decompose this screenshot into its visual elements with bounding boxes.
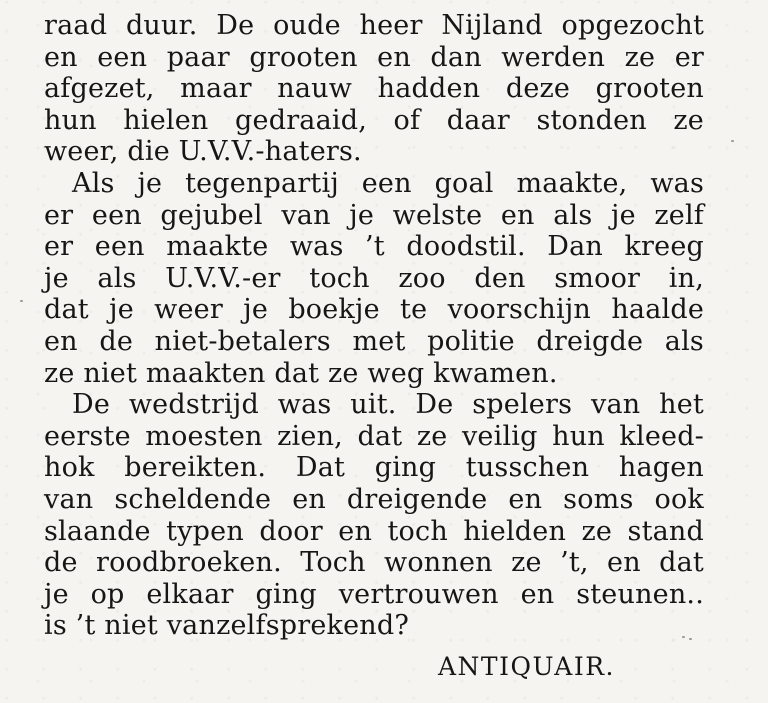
text-line: eerste moesten zien, dat ze veilig hun kleed- — [44, 420, 704, 452]
text-line: er een gejubel van je welste en als je zelf — [44, 199, 704, 231]
paragraph-1 — [44, 10, 704, 168]
text-line: ze niet maakten dat ze weg kwamen. — [44, 357, 558, 389]
text-line: Als je tegenpartij een goal maakte, was — [72, 167, 704, 199]
print-speck — [689, 638, 692, 640]
text-line: en de niet-betalers met politie dreigde als — [44, 325, 704, 357]
text-line: slaande typen door en toch hielden ze stand — [44, 515, 704, 547]
text-line: hun hielen gedraaid, of daar stonden ze — [44, 104, 704, 136]
text-line: de roodbroeken. Toch wonnen ze ’t, en dat — [44, 547, 704, 579]
text-line: en een paar grooten en dan werden ze er — [44, 41, 704, 73]
text-line: je als U.V.V.-er toch zoo den smoor in, — [44, 262, 704, 294]
print-speck — [20, 300, 23, 302]
author-signature: ANTIQUAIR. — [438, 652, 615, 681]
text-line: raad duur. De oude heer Nijland opgezocht — [44, 10, 704, 41]
text-line: hok bereikten. Dat ging tusschen hagen — [44, 452, 704, 484]
print-speck — [731, 140, 734, 142]
text-line: afgezet, maar nauw hadden deze grooten — [44, 73, 704, 105]
article-body — [44, 10, 704, 642]
text-line: van scheldende en dreigende en soms ook — [44, 483, 704, 515]
text-line: je op elkaar ging vertrouwen en steunen.. — [44, 578, 704, 610]
text-line: is ’t niet vanzelfsprekend? — [44, 610, 410, 642]
text-line: dat je weer je boekje te voorschijn haalde — [44, 294, 704, 326]
text-line: weer, die U.V.V.-haters. — [44, 136, 362, 168]
print-speck — [682, 636, 685, 638]
paragraph-3 — [44, 389, 704, 642]
text-line: er een maakte was ’t doodstil. Dan kreeg — [44, 231, 704, 263]
text-line: De wedstrijd was uit. De spelers van het — [72, 389, 704, 421]
paragraph-2 — [44, 168, 704, 389]
